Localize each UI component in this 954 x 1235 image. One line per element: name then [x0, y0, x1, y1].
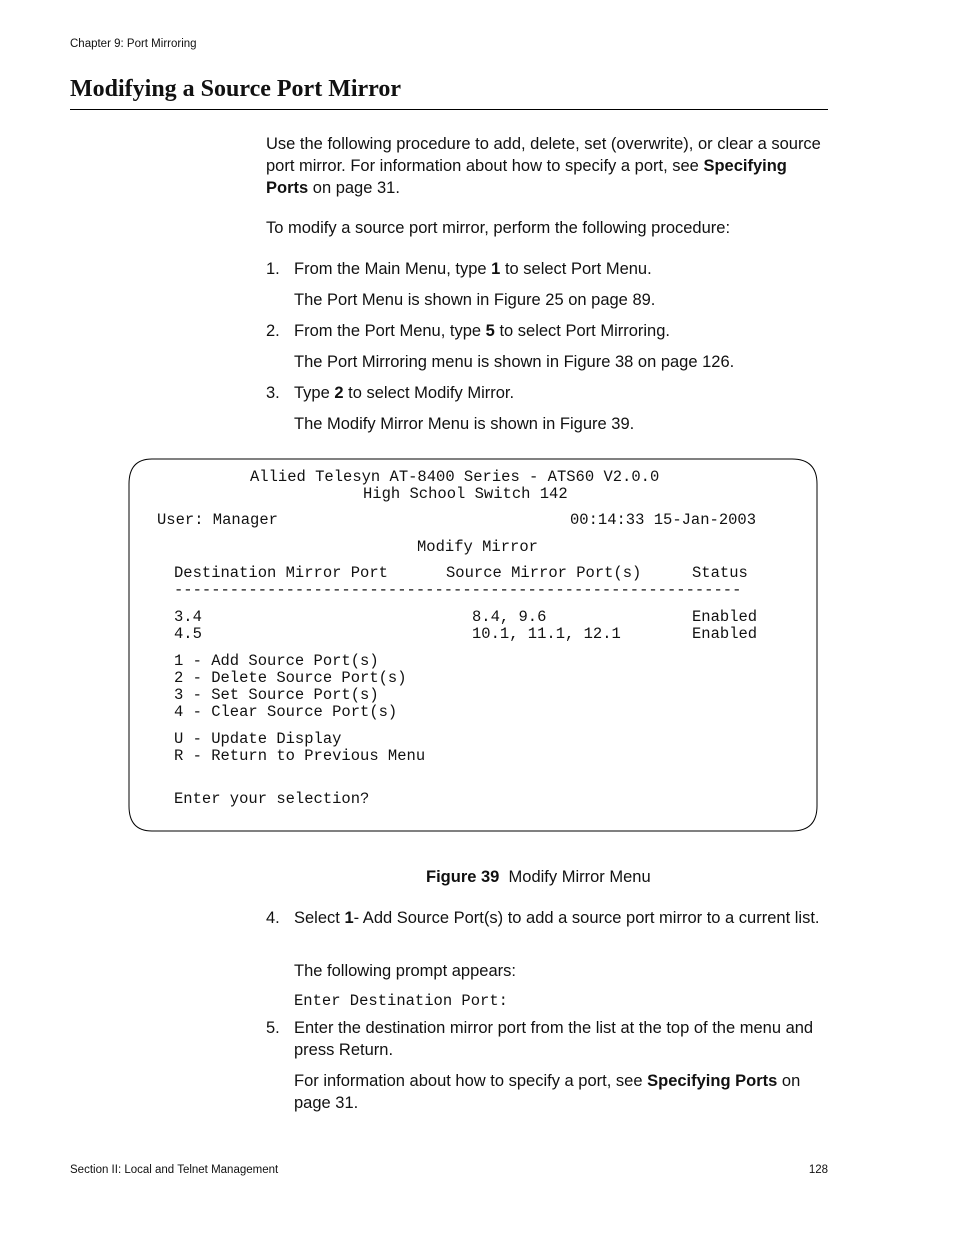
intro-text-end: on page 31. [308, 179, 400, 197]
step-text: Enter the destination mirror port from the list at the top of the menu and press Return. [294, 1019, 814, 1059]
column-header-destination: Destination Mirror Port [174, 564, 388, 582]
menu-option-add: 1 - Add Source Port(s) [174, 652, 379, 670]
figure-title: Modify Mirror Menu [508, 868, 651, 886]
page-number: 128 [808, 1164, 828, 1176]
terminal-selection-prompt: Enter your selection? [174, 790, 370, 808]
intro-text: Use the following procedure to add, delete, set (overwrite), or clear a source port mirror. For information about how to specify a port, see [266, 135, 821, 175]
step-note: For information about how to specify a port, see Specifying Ports on page 31. [294, 1072, 801, 1112]
footer-section: Section II: Local and Telnet Management [70, 1164, 279, 1176]
step-text: From the Main Menu, type 1 to select Port Menu. [294, 260, 652, 278]
terminal-screen [128, 458, 818, 832]
table-row-status: Enabled [692, 625, 758, 643]
terminal-datetime: 00:14:33 15-Jan-2003 [570, 511, 757, 529]
terminal-user: User: Manager [157, 511, 278, 529]
intro-link: Specifying Ports [266, 157, 787, 197]
step-text: Type 2 to select Modify Mirror. [294, 384, 515, 402]
step-note: The Modify Mirror Menu is shown in Figure 39. [294, 415, 635, 433]
step-number: 4. [266, 909, 280, 927]
step-number: 5. [266, 1019, 280, 1037]
page-title: Modifying a Source Port Mirror [70, 76, 402, 102]
menu-option-clear: 4 - Clear Source Port(s) [174, 703, 398, 721]
title-rule [70, 109, 828, 110]
step-text: Select 1- Add Source Port(s) to add a source port mirror to a current list. [294, 909, 820, 927]
step-number: 1. [266, 260, 280, 278]
terminal-product: Allied Telesyn AT-8400 Series - ATS60 V2.0.0 [250, 468, 660, 486]
step-number: 3. [266, 384, 280, 402]
lead-paragraph: To modify a source port mirror, perform the following procedure: [266, 219, 731, 237]
terminal-separator: ------------------------------------------------------------- [174, 581, 742, 599]
menu-option-update: U - Update Display [174, 730, 342, 748]
destination-prompt: Enter Destination Port: [294, 992, 508, 1010]
note-link: Specifying Ports [647, 1072, 778, 1090]
terminal-switch-name: High School Switch 142 [363, 485, 568, 503]
menu-option-return: R - Return to Previous Menu [174, 747, 426, 765]
column-header-status: Status [692, 564, 748, 582]
table-row-dest: 4.5 [174, 625, 202, 643]
intro-paragraph [266, 133, 826, 199]
step-note: The Port Menu is shown in Figure 25 on page 89. [294, 291, 656, 309]
table-row-dest: 3.4 [174, 608, 202, 626]
table-row-source: 8.4, 9.6 [472, 608, 547, 626]
step-note: The following prompt appears: [294, 962, 516, 980]
running-header: Chapter 9: Port Mirroring [70, 38, 197, 50]
figure-label: Figure 39 [426, 868, 500, 886]
terminal-menu-title: Modify Mirror [417, 538, 538, 556]
table-row-source: 10.1, 11.1, 12.1 [472, 625, 621, 643]
step-note: The Port Mirroring menu is shown in Figure 38 on page 126. [294, 353, 735, 371]
figure-caption [426, 866, 651, 888]
table-row-status: Enabled [692, 608, 758, 626]
column-header-source: Source Mirror Port(s) [446, 564, 642, 582]
menu-option-delete: 2 - Delete Source Port(s) [174, 669, 407, 687]
step-text: From the Port Menu, type 5 to select Port Mirroring. [294, 322, 670, 340]
step-number: 2. [266, 322, 280, 340]
menu-option-set: 3 - Set Source Port(s) [174, 686, 379, 704]
